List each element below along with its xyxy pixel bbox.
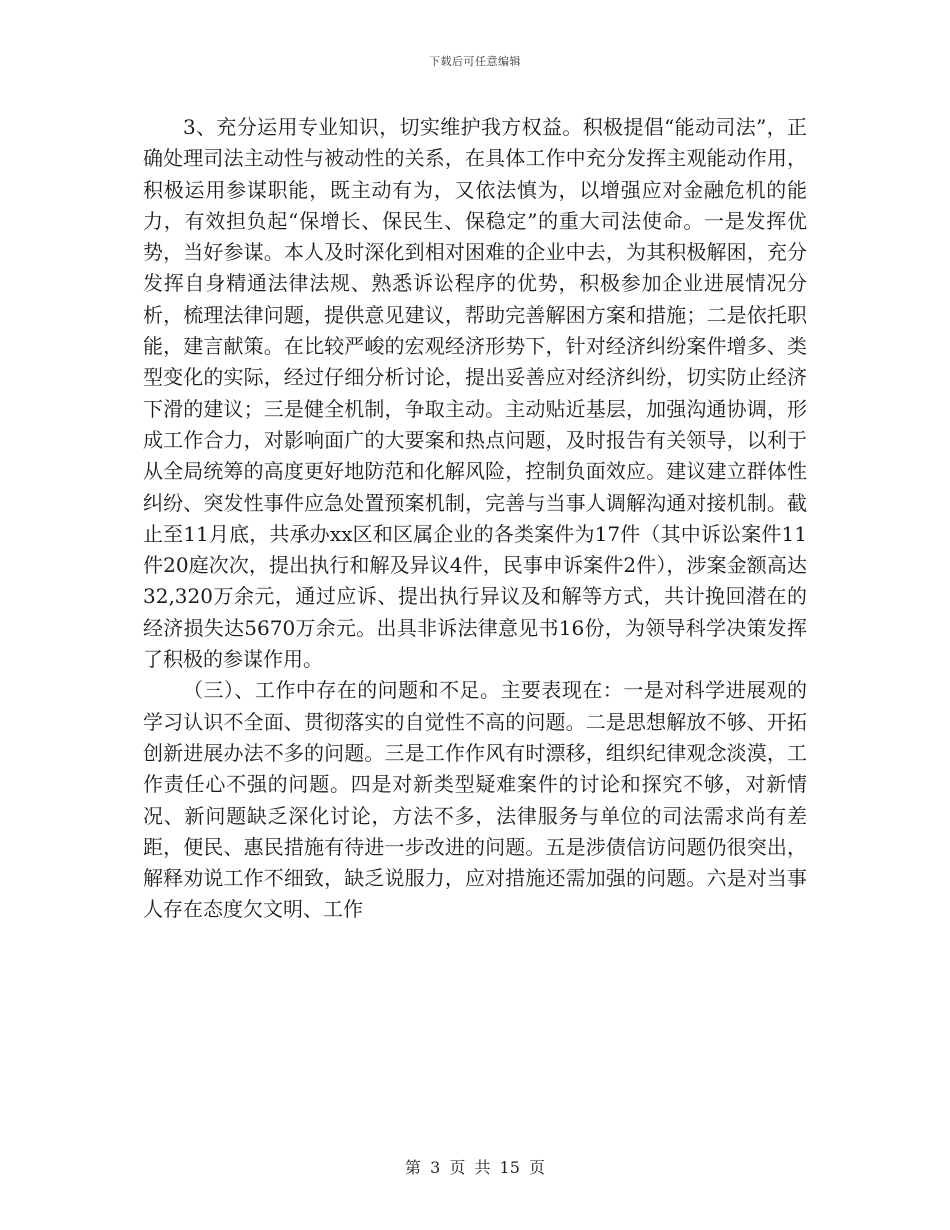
page-header-note: 下载后可任意编辑: [429, 55, 521, 68]
page-number-footer: 第 3 页 共 15 页: [405, 1158, 545, 1177]
paragraph-legal-expertise: 3、充分运用专业知识，切实维护我方权益。积极提倡“能动司法”，正确处理司法主动性与被动性的关系，在具体工作中充分发挥主观能动作用，积极运用参谋职能，既主动有为，又依法慎为，以增强应对金融危机的能力，有效担负起“保增长、保民生、保稳定”的重大司法使命。一是发挥优势，当好参谋。本人及时深化到相对困难的企业中去，为其积极解困，充分发挥自身精通法律法规、熟悉诉讼程序的优势，积极参加企业进展情况分析，梳理法律问题，提供意见建议，帮助完善解困方案和措施；二是依托职能，建言献策。在比较严峻的宏观经济形势下，针对经济纠纷案件增多、类型变化的实际，经过仔细分析讨论，提出妥善应对经济纠纷，切实防止经济下滑的建议；三是健全机制，争取主动。主动贴近基层，加强沟通协调，形成工作合力，对影响面广的大要案和热点问题，及时报告有关领导，以利于从全局统筹的高度更好地防范和化解风险，控制负面效应。建议建立群体性纠纷、突发性事件应急处置预案机制，完善与当事人调解沟通对接机制。截止至11月底，共承办xx区和区属企业的各类案件为17件（其中诉讼案件11件20庭次次，提出执行和解及异议4件，民事申诉案件2件），涉案金额高达32,320万余元，通过应诉、提出执行异议及和解等方式，共计挽回潜在的经济损失达5670万余元。出具非诉法律意见书16份，为领导科学决策发挥了积极的参谋作用。: [143, 115, 807, 672]
paragraph-problems-shortcomings: （三）、工作中存在的问题和不足。主要表现在：一是对科学进展观的学习认识不全面、贯彻落实的自觉性不高的问题。二是思想解放不够、开拓创新进展办法不多的问题。三是工作作风有时漂移，组织纪律观念淡漠，工作责任心不强的问题。四是对新类型疑难案件的讨论和探究不够，对新情况、新问题缺乏深化讨论，方法不多，法律服务与单位的司法需求尚有差距，便民、惠民措施有待进一步改进的问题。五是涉债信访问题仍很突出，解释劝说工作不细致，缺乏说服力，应对措施还需加强的问题。六是对当事人存在态度欠文明、工作: [143, 678, 807, 922]
document-body: [143, 112, 807, 926]
